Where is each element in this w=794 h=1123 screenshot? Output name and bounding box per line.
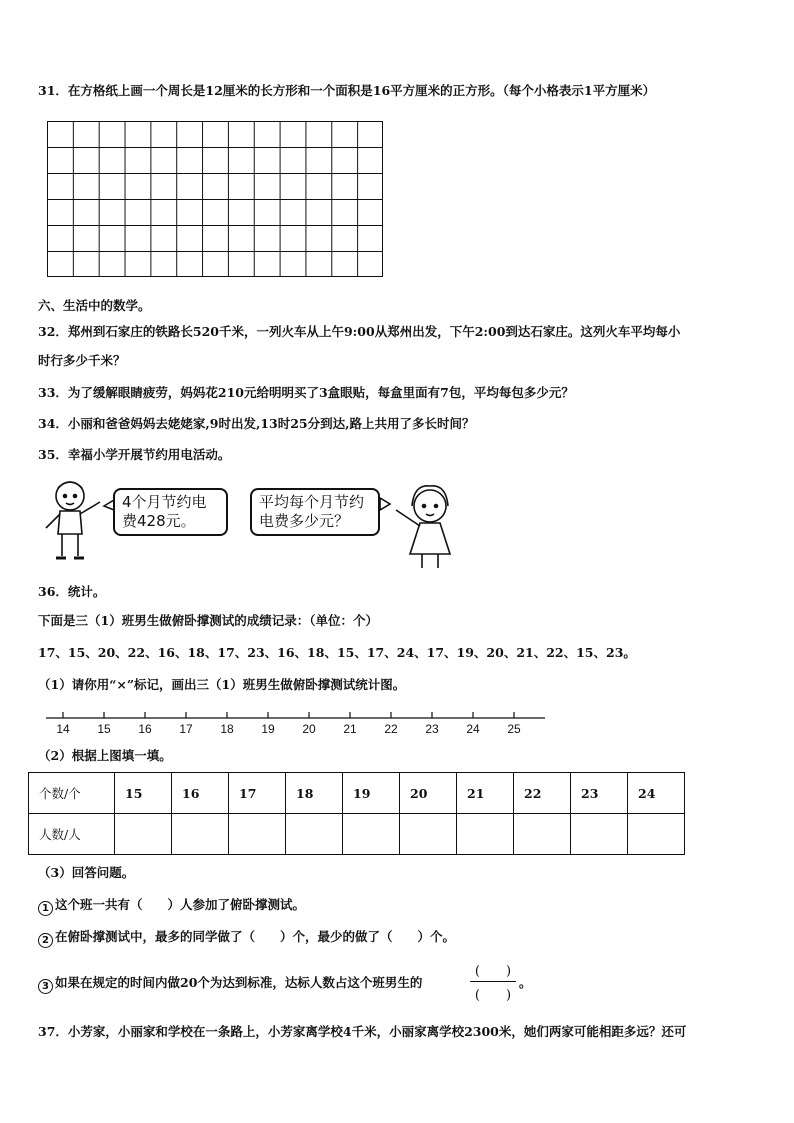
answer-cell[interactable] (115, 814, 172, 855)
girl-bubble-line1: 平均每个月节约 (259, 493, 365, 511)
question-36-sub2 (38, 929, 455, 948)
fraction-denominator[interactable]: ( ) (474, 988, 512, 1003)
number-line-label: 20 (302, 722, 316, 736)
question-36-intro: 下面是三（1）班男生做俯卧撑测试的成绩记录：（单位：个） (38, 613, 378, 628)
table-cell: 18 (286, 773, 343, 814)
table-cell: 17 (229, 773, 286, 814)
number-line-label: 23 (425, 722, 439, 736)
question-32-line2: 时行多少千米？ (38, 353, 126, 368)
girl-bubble-line2: 电费多少元？ (259, 512, 350, 530)
table-row (29, 773, 685, 814)
boy-bubble-line2: 费428元。 (122, 512, 196, 530)
answer-cell[interactable] (514, 814, 571, 855)
answer-cell[interactable] (172, 814, 229, 855)
table-cell: 16 (172, 773, 229, 814)
table-cell: 21 (457, 773, 514, 814)
number-line-label: 15 (97, 722, 111, 736)
circled-number-3: 3 (38, 979, 53, 994)
answer-cell[interactable] (286, 814, 343, 855)
answer-cell[interactable] (628, 814, 685, 855)
boy-speech-bubble (113, 488, 228, 536)
table-cell: 23 (571, 773, 628, 814)
circled-number-2: 2 (38, 933, 53, 948)
fraction-blank (470, 960, 516, 1003)
question-35: 35．幸福小学开展节约用电活动。 (38, 447, 231, 462)
frequency-table (28, 772, 685, 855)
question-36-part3: （3）回答问题。 (38, 865, 135, 880)
table-cell: 19 (343, 773, 400, 814)
number-line-label: 17 (179, 722, 193, 736)
number-line-label: 22 (384, 722, 398, 736)
table-cell: 20 (400, 773, 457, 814)
number-line-label: 21 (343, 722, 357, 736)
answer-cell[interactable] (343, 814, 400, 855)
question-33: 33．为了缓解眼睛疲劳，妈妈花210元给明明买了3盒眼贴，每盒里面有7包，平均每包多少元？ (38, 385, 574, 400)
boy-bubble-line1: 4个月节约电 (122, 493, 207, 511)
question-36-sub1 (38, 897, 305, 916)
sub3-text: 如果在规定的时间内做20个为达到标准，达标人数占这个班男生的 (55, 975, 423, 990)
sub1-text: 这个班一共有（ ）人参加了俯卧撑测试。 (55, 897, 306, 912)
question-36-part1: （1）请你用“×”标记，画出三（1）班男生做俯卧撑测试统计图。 (38, 677, 406, 692)
number-line-label: 19 (261, 722, 275, 736)
question-36-records: 17、15、20、22、16、18、17、23、16、18、15、17、24、17、19、20、21、22、15、23。 (38, 645, 636, 660)
circled-number-1: 1 (38, 901, 53, 916)
question-31: 31．在方格纸上画一个周长是12厘米的长方形和一个面积是16平方厘米的正方形。（每个小格表示1平方厘米） (38, 83, 656, 98)
number-line-label: 24 (466, 722, 480, 736)
girl-speech-bubble (250, 488, 380, 536)
question-36-sub3 (38, 975, 422, 994)
row-header-people: 人数/人 (29, 814, 115, 855)
answer-cell[interactable] (571, 814, 628, 855)
boy-figure (46, 482, 100, 558)
question-32-line1: 32．郑州到石家庄的铁路长520千米，一列火车从上午9:00从郑州出发，下午2:00到达石家庄。这列火车平均每小 (38, 324, 681, 339)
table-cell: 22 (514, 773, 571, 814)
row-header-count: 个数/个 (29, 773, 115, 814)
number-line-label: 16 (138, 722, 152, 736)
number-line-label: 25 (507, 722, 521, 736)
fraction-bar (470, 981, 516, 982)
question-34: 34．小丽和爸爸妈妈去姥姥家,9时出发,13时25分到达,路上共用了多长时间？ (38, 416, 475, 431)
sub3-period: 。 (519, 975, 532, 990)
table-cell: 15 (115, 773, 172, 814)
answer-cell[interactable] (457, 814, 514, 855)
answer-cell[interactable] (229, 814, 286, 855)
table-row (29, 814, 685, 855)
number-line-label: 14 (56, 722, 70, 736)
question-36-part2: （2）根据上图填一填。 (38, 748, 172, 763)
number-line (40, 704, 550, 738)
sub2-text: 在俯卧撑测试中，最多的同学做了（ ）个，最少的做了（ ）个。 (55, 929, 456, 944)
answer-cell[interactable] (400, 814, 457, 855)
question-37: 37．小芳家，小丽家和学校在一条路上，小芳家离学校4千米，小丽家离学校2300米，她们两家可能相距多远？还可 (38, 1024, 687, 1039)
question-36-title: 36．统计。 (38, 584, 106, 599)
number-line-label: 18 (220, 722, 234, 736)
fraction-numerator[interactable]: ( ) (474, 964, 512, 979)
table-cell: 24 (628, 773, 685, 814)
graph-paper-grid (47, 121, 383, 277)
section-6-title: 六、生活中的数学。 (38, 298, 151, 313)
